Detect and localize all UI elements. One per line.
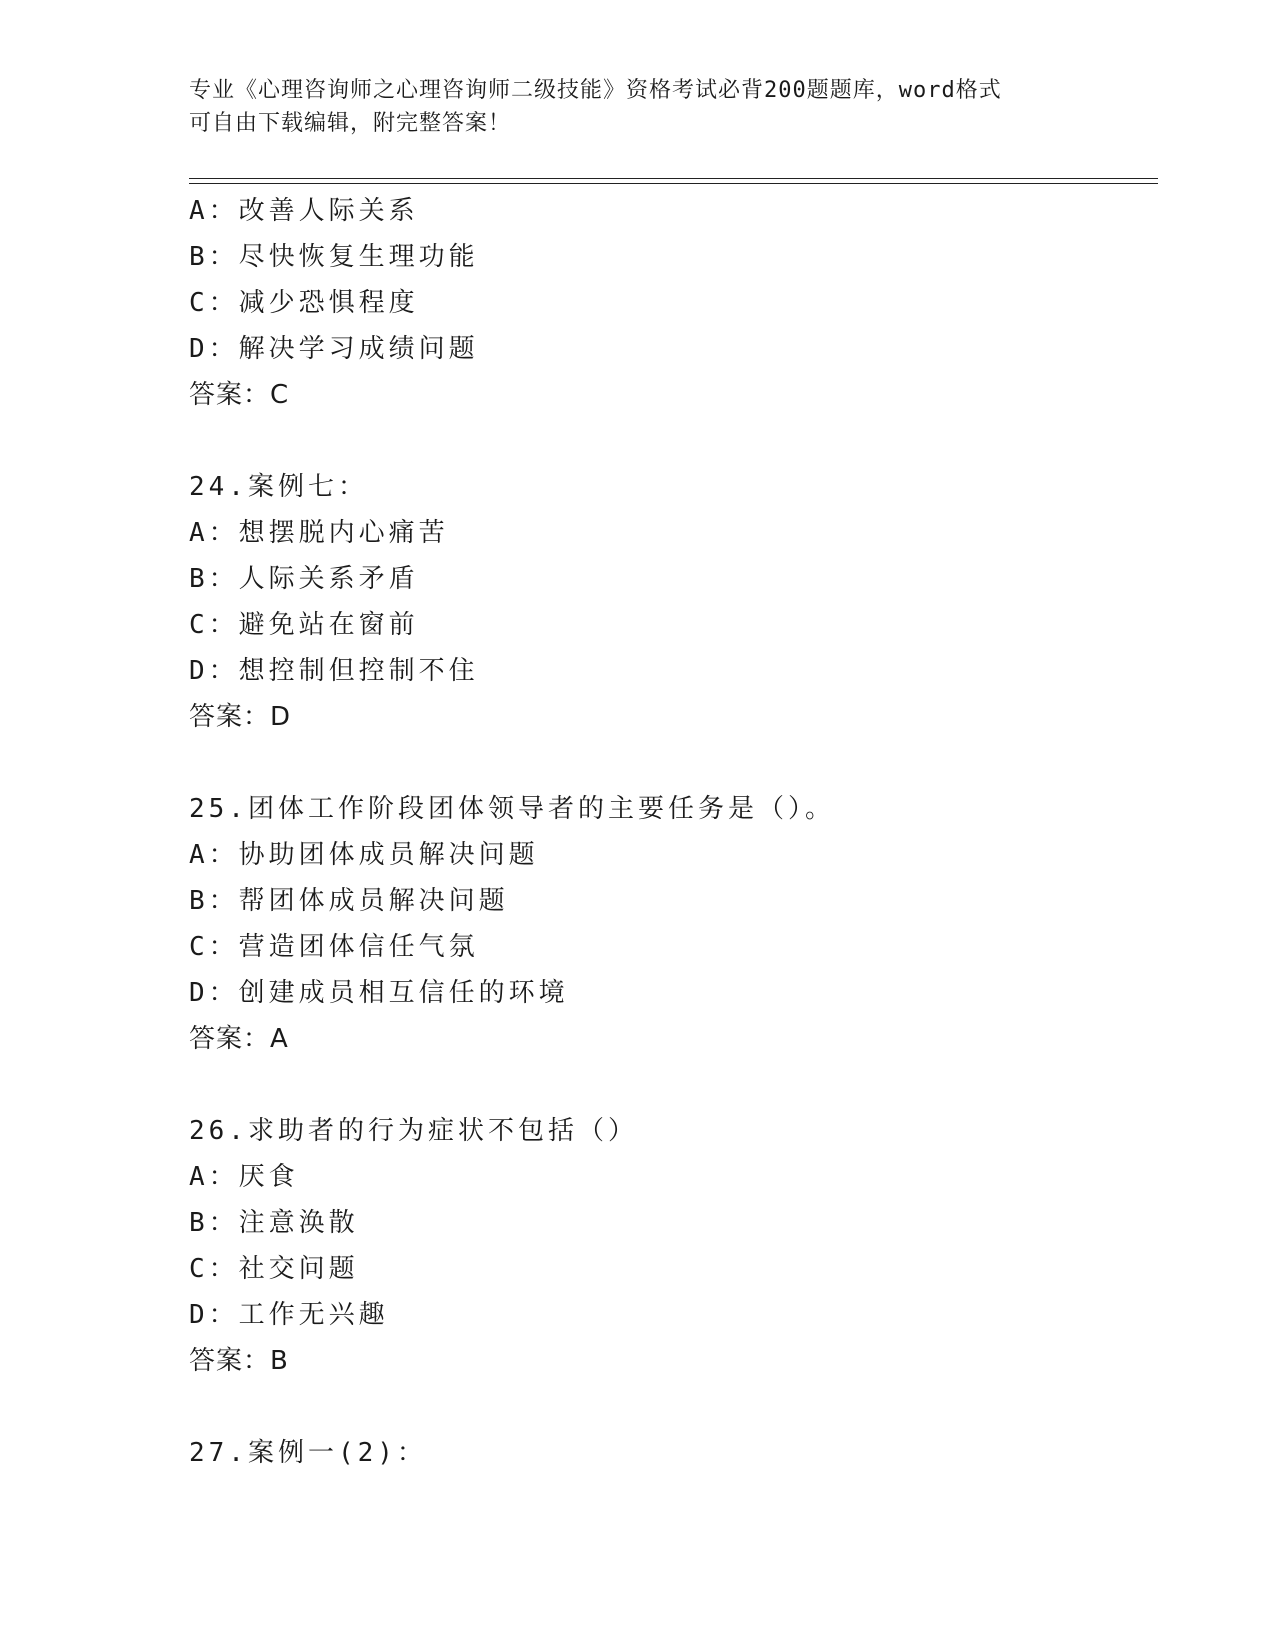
option-a: A：协助团体成员解决问题 <box>189 840 539 870</box>
header-title-line-2: 可自由下载编辑，附完整答案！ <box>189 111 512 136</box>
option-b: B：帮团体成员解决问题 <box>189 886 509 916</box>
answer-line: 答案：D <box>189 702 292 732</box>
spacer <box>189 1062 1149 1108</box>
option-c: C：减少恐惧程度 <box>189 288 419 318</box>
option-d: D：工作无兴趣 <box>189 1300 389 1330</box>
spacer <box>189 418 1149 464</box>
option-a: A：改善人际关系 <box>189 196 419 226</box>
question-block <box>189 1430 1149 1476</box>
option-b: B：人际关系矛盾 <box>189 564 419 594</box>
question-block <box>189 786 1149 1062</box>
option-a: A：想摆脱内心痛苦 <box>189 518 449 548</box>
spacer <box>189 1384 1149 1430</box>
answer-line: 答案：A <box>189 1024 289 1054</box>
question-text: 27.案例一(2)： <box>189 1438 427 1468</box>
question-text: 25.团体工作阶段团体领导者的主要任务是（）。 <box>189 794 835 824</box>
option-d: D：想控制但控制不住 <box>189 656 479 686</box>
question-text: 26.求助者的行为症状不包括（） <box>189 1116 638 1146</box>
option-b: B：注意涣散 <box>189 1208 359 1238</box>
option-c: C：社交问题 <box>189 1254 359 1284</box>
answer-line: 答案：B <box>189 1346 289 1376</box>
option-c: C：避免站在窗前 <box>189 610 419 640</box>
header-divider-top <box>189 178 1158 179</box>
option-a: A：厌食 <box>189 1162 299 1192</box>
question-list <box>189 188 1149 1476</box>
question-block <box>189 188 1149 418</box>
question-text: 24.案例七： <box>189 472 368 502</box>
question-block <box>189 1108 1149 1384</box>
option-d: D：创建成员相互信任的环境 <box>189 978 569 1008</box>
answer-line: 答案：C <box>189 380 290 410</box>
header-divider-bottom <box>189 183 1158 184</box>
header-title-line-1: 专业《心理咨询师之心理咨询师二级技能》资格考试必背200题题库，word格式 <box>189 78 1002 103</box>
spacer <box>189 740 1149 786</box>
document-header <box>189 74 1089 140</box>
option-c: C：营造团体信任气氛 <box>189 932 479 962</box>
question-block <box>189 464 1149 740</box>
option-d: D：解决学习成绩问题 <box>189 334 479 364</box>
option-b: B：尽快恢复生理功能 <box>189 242 479 272</box>
